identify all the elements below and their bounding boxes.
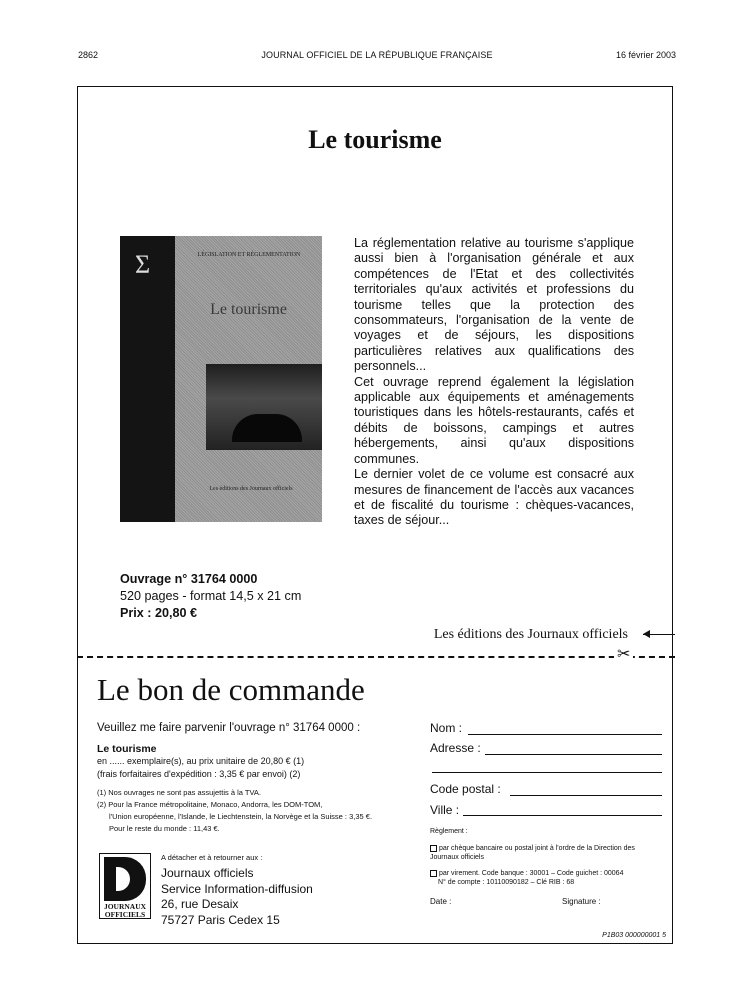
cut-line	[77, 656, 675, 658]
signature-label: Signature :	[562, 897, 601, 906]
address-field-line2[interactable]	[432, 772, 662, 773]
description-paragraph: La réglementation relative au tourisme s'applique aussi bien à l'organisation générale et aux compétences de l'Etat et des collectivités territoriales qu'aux activités et professions du tourisme telles que la protection des consommateurs, l'organisation de la vente de voyages et de séjours, les dispositions particulières relatives aux qualifications des personnels...	[354, 236, 634, 374]
order-form-title: Le bon de commande	[97, 672, 365, 707]
payment-transfer-account: N° de compte : 10110090182 – Clé RIB : 68	[438, 879, 575, 886]
arrow-left-icon	[643, 634, 675, 635]
checkbox-icon[interactable]	[430, 870, 437, 877]
order-note: (1) Nos ouvrages ne sont pas assujettis à la TVA.	[97, 788, 261, 797]
city-field[interactable]	[463, 815, 662, 816]
return-label: A détacher et à retourner aux :	[161, 853, 263, 862]
book-title: Le tourisme	[308, 125, 442, 154]
order-note: l'Union européenne, l'Islande, le Liechtenstein, la Norvège et la Suisse : 3,35 €.	[109, 812, 373, 821]
city-label: Ville :	[430, 803, 460, 817]
book-cover-image	[120, 236, 322, 522]
journaux-officiels-logo: JOURNAUX OFFICIELS	[99, 853, 151, 919]
ouvrage-number: Ouvrage n° 31764 0000	[120, 572, 258, 586]
description-paragraph: Cet ouvrage reprend également la législation applicable aux équipements et aménagements touristiques dans les hôtels-restaurants, cafés et débits de boissons, campings et autres hébergements, ainsi qu'aux dispositions communes.	[354, 374, 634, 466]
order-details	[97, 722, 417, 835]
order-request: Veuillez me faire parvenir l'ouvrage n° 31764 0000 :	[97, 722, 361, 734]
order-note: (2) Pour la France métropolitaine, Monaco, Andorra, les DOM-TOM,	[97, 800, 323, 809]
issue-date: 16 février 2003	[615, 50, 676, 60]
return-address: Journaux officiels Service Information-diffusion 26, rue Desaix 75727 Paris Cedex 15	[161, 866, 313, 927]
publisher-name: Les éditions des Journaux officiels	[433, 627, 628, 642]
address-field[interactable]	[485, 754, 662, 755]
order-shipping: (frais forfaitaires d'expédition : 3,35 € par envoi) (2)	[97, 769, 301, 779]
order-note: Pour le reste du monde : 11,43 €.	[109, 824, 220, 833]
cover-title: Le tourisme	[210, 301, 287, 318]
address-label: Adresse :	[430, 741, 481, 755]
payment-label: Règlement :	[430, 828, 468, 835]
journal-title: JOURNAL OFFICIEL DE LA RÉPUBLIQUE FRANÇAISE	[261, 50, 493, 60]
book-price: Prix : 20,80 €	[120, 606, 198, 620]
name-label: Nom :	[430, 721, 463, 735]
scissors-icon: ✂	[614, 646, 633, 664]
payment-cheque-option[interactable]: par chèque bancaire ou postal joint à l'ordre de la Direction des Journaux officiels	[430, 845, 635, 861]
book-pages: 520 pages - format 14,5 x 21 cm	[120, 589, 302, 603]
cover-series: LÉGISLATION ET RÉGLEMENTATION	[197, 252, 301, 258]
postal-code-field[interactable]	[510, 795, 662, 796]
postal-code-label: Code postal :	[430, 782, 501, 796]
book-description	[354, 236, 634, 529]
name-field[interactable]	[468, 734, 662, 735]
description-paragraph: Le dernier volet de ce volume est consacré aux mesures de financement de l'accès aux vacances et de fiscalité du tourisme : chèques-vacances, taxes de séjour...	[354, 467, 634, 528]
payment-transfer-option[interactable]: par virement. Code banque : 30001 – Code guichet : 00064	[430, 869, 670, 878]
reference-code: P1B03 000000001 5	[602, 932, 666, 939]
page-number: 2862	[78, 50, 99, 60]
order-quantity: en ...... exemplaire(s), au prix unitaire de 20,80 € (1)	[97, 756, 305, 766]
order-book-title: Le tourisme	[97, 743, 157, 755]
checkbox-icon[interactable]	[430, 845, 437, 852]
book-info	[120, 571, 301, 622]
date-label: Date :	[430, 897, 452, 906]
cover-publisher: Les éditions des Journaux officiels	[209, 486, 293, 492]
cover-logo-icon: Σ	[135, 250, 151, 279]
